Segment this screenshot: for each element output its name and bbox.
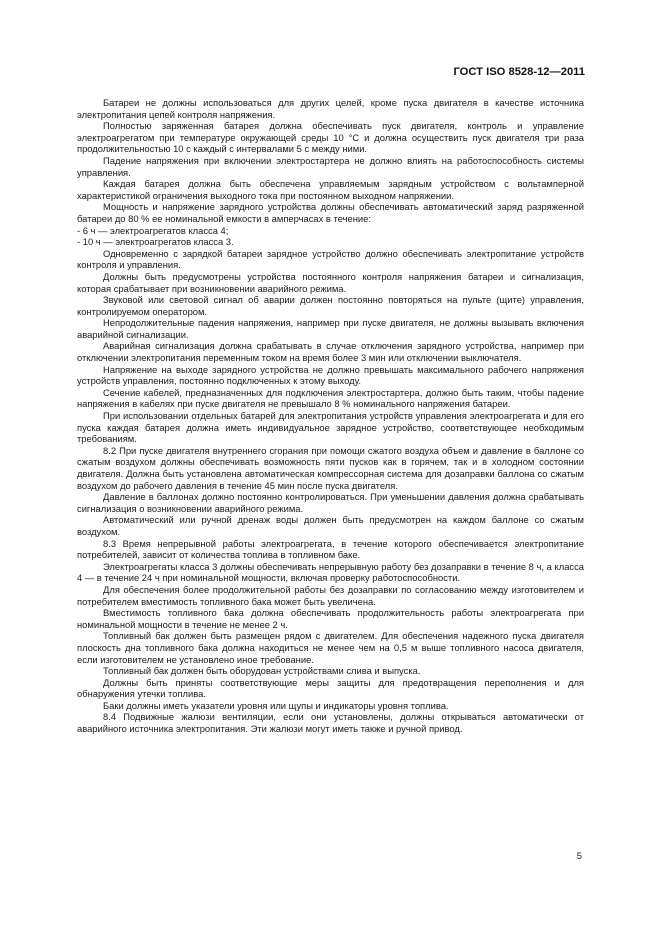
- document-body: [77, 97, 584, 735]
- paragraph: Каждая батарея должна быть обеспечена управляемым зарядным устройством с вольтамперной характеристикой ограничения выходного тока при постоянном выходном напряжении.: [77, 178, 584, 201]
- paragraph: Автоматический или ручной дренаж воды должен быть предусмотрен на каждом баллоне со сжатым воздухом.: [77, 514, 584, 537]
- paragraph: 8.3 Время непрерывной работы электроагрегата, в течение которого обеспечивается электропитание потребителей, зависит от количества топлива в топливном баке.: [77, 537, 584, 561]
- list-item: - 6 ч — электроагрегатов класса 4;: [77, 224, 229, 236]
- paragraph: 8.2 При пуске двигателя внутреннего сгорания при помощи сжатого воздуха объем и давление в баллоне со сжатым воздухом должны обеспечивать возможность пяти пусков как в горячем, так и в холодном состоянии двигателя. Должна быть установлена автоматическая компрессорная система для дозаправки баллона со сжатым воздухом до рабочего давления в течение 45 мин после пуска двигателя.: [77, 444, 584, 491]
- paragraph: Должны быть приняты соответствующие меры защиты для предотвращения переполнения и для обнаружения утечки топлива.: [77, 676, 584, 700]
- paragraph: Аварийная сигнализация должна срабатывать в случае отключения зарядного устройства, например при отключении электропитания переменным током на время более 3 мин или отключении выключателя.: [77, 340, 584, 364]
- paragraph: Вместимость топливного бака должна обеспечивать продолжительность работы электроагрегата при номинальной мощности в течение не менее 2 ч.: [77, 607, 584, 630]
- page-number: 5: [576, 850, 582, 861]
- paragraph: Падение напряжения при включении электростартера не должно влиять на работоспособность системы управления.: [77, 154, 584, 178]
- paragraph: Звуковой или световой сигнал об аварии должен постоянно повторяться на пульте (щите) управления, контролируемом оператором.: [77, 294, 584, 317]
- paragraph: Топливный бак должен быть размещен рядом с двигателем. Для обеспечения надежного пуска двигателя плоскость дна топливного бака должна находиться не менее чем на 0,5 м выше топливного насоса двигателя, если изготовителем не установлено иное требование.: [77, 630, 584, 665]
- standard-code-header: ГОСТ ISO 8528-12—2011: [453, 66, 585, 78]
- paragraph: Непродолжительные падения напряжения, например при пуске двигателя, не должны вызывать включения аварийной сигнализации.: [77, 317, 584, 340]
- paragraph: 8.4 Подвижные жалюзи вентиляции, если они установлены, должны открываться автоматически от аварийного источника электропитания. Эти жалюзи могут иметь также и ручной привод.: [77, 711, 584, 735]
- paragraph: При использовании отдельных батарей для электропитания устройств управления электроагрегата и для его пуска каждая батарея должна иметь индивидуальное зарядное устройство, соответствующее необходимым требованиям.: [77, 410, 584, 445]
- paragraph: Для обеспечения более продолжительной работы без дозаправки по согласованию между изготовителем и потребителем вместимость топливного бака может быть увеличена.: [77, 583, 584, 607]
- paragraph: Должны быть предусмотрены устройства постоянного контроля напряжения батареи и сигнализация, которая срабатывает при возникновении аварийного режима.: [77, 270, 584, 294]
- paragraph: Напряжение на выходе зарядного устройства не должно превышать максимального рабочего напряжения устройств управления, постоянно подключенных к этому выходу.: [77, 363, 584, 387]
- paragraph: Сечение кабелей, предназначенных для подключения электростартера, должно быть таким, чтобы падение напряжения в кабелях при пуске двигателя не превышало 8 % номинального напряжения батареи.: [77, 386, 584, 410]
- paragraph: Батареи не должны использоваться для других целей, кроме пуска двигателя в качестве источника электропитания цепей контроля напряжения.: [77, 97, 584, 120]
- paragraph: Давление в баллонах должно постоянно контролироваться. При уменьшении давления должна срабатывать сигнализация о возникновении аварийного режима.: [77, 491, 584, 514]
- paragraph: Одновременно с зарядкой батареи зарядное устройство должно обеспечивать электропитание устройств контроля и управления.: [77, 247, 584, 271]
- paragraph: Топливный бак должен быть оборудован устройствами слива и выпуска.: [103, 665, 421, 677]
- paragraph: Электроагрегаты класса 3 должны обеспечивать непрерывную работу без дозаправки в течение 8 ч, а класса 4 — в течение 24 ч при номинальной мощности, включая проверку работоспособности.: [77, 560, 584, 584]
- paragraph: Полностью заряженная батарея должна обеспечивать пуск двигателя, контроль и управление электроагрегатом при температуре окружающей среды 10 °C и должна осуществить пуск двигателя три раза продолжительностью 10 с каждый с интервалами 5 с между ними.: [77, 120, 584, 155]
- paragraph: Мощность и напряжение зарядного устройства должны обеспечивать автоматический заряд разряженной батареи до 80 % ее номинальной емкости в амперчасах в течение:: [77, 201, 584, 224]
- paragraph: Баки должны иметь указатели уровня или щупы и индикаторы уровня топлива.: [103, 699, 449, 711]
- list-item: - 10 ч — электроагрегатов класса 3.: [77, 236, 234, 248]
